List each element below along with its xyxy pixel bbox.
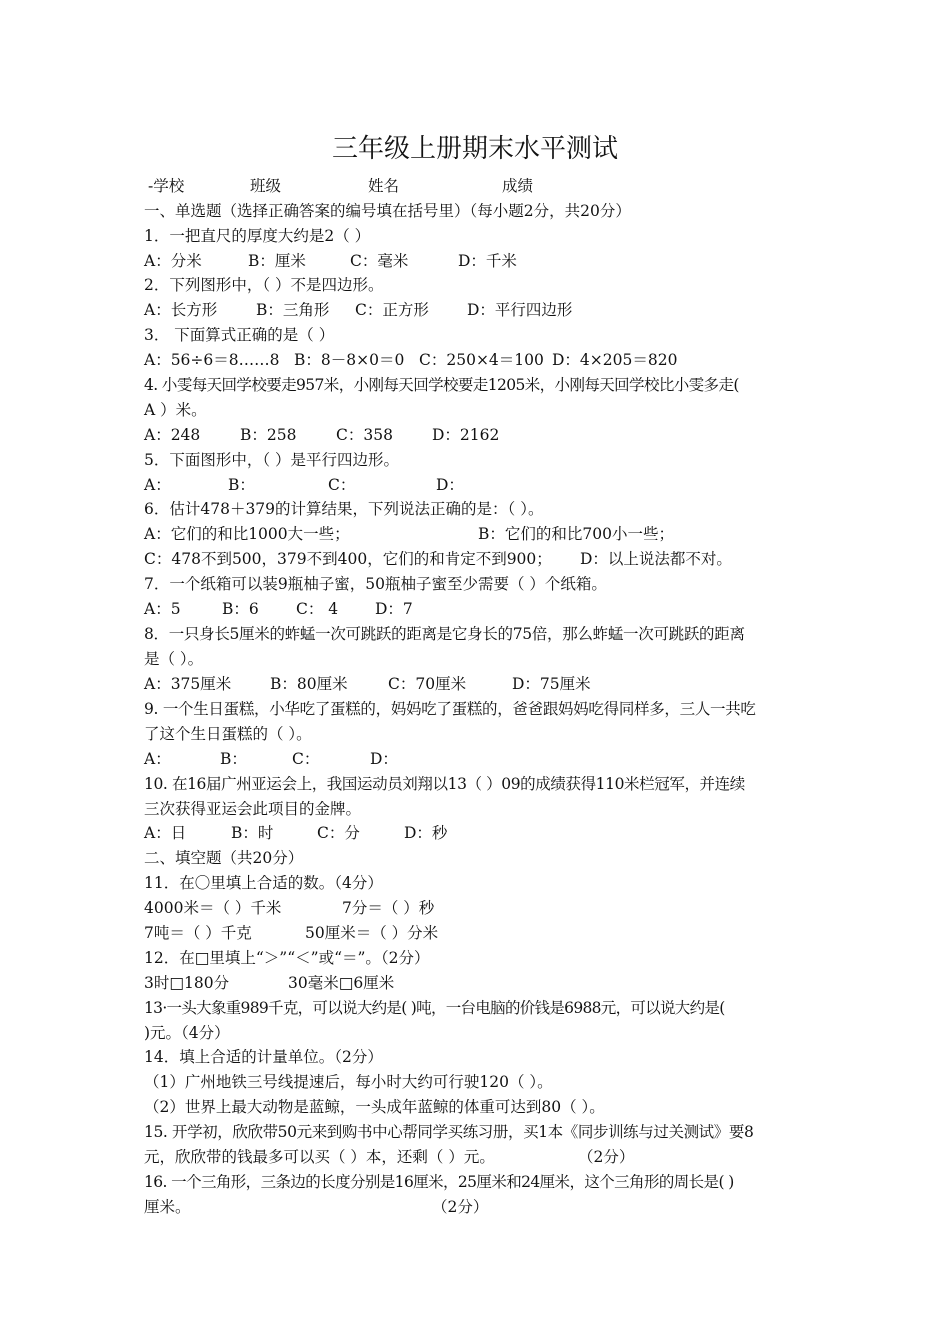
blank-item: 50厘米＝（ ）分米 xyxy=(305,924,439,942)
option-a: A：分米 xyxy=(144,252,202,270)
score-label: 成绩 xyxy=(502,177,534,195)
compare-item: 3时□180分 xyxy=(144,974,230,992)
option-b: B：258 xyxy=(240,426,297,444)
option-c: C：250×4＝100 xyxy=(419,351,544,369)
question-11-row-1 xyxy=(144,897,824,919)
blank-item: 4000米＝（ ）千米 xyxy=(144,899,282,917)
question-14-part-2: （2）世界上最大动物是蓝鲸，一头成年蓝鲸的体重可达到80（ ）。 xyxy=(144,1098,605,1116)
question-16-points: （2分） xyxy=(432,1198,489,1216)
question-15-stem-cont xyxy=(144,1146,824,1168)
option-d: D： xyxy=(370,750,398,768)
question-10-options xyxy=(144,822,824,844)
question-9-stem-cont: 了这个生日蛋糕的（ ）。 xyxy=(144,725,312,743)
option-c: C：毫米 xyxy=(350,252,409,270)
question-11-row-2 xyxy=(144,922,824,944)
option-d: D： xyxy=(436,476,464,494)
option-a: A： xyxy=(144,476,171,494)
question-14-part-1: （1）广州地铁三号线提速后，每小时大约可行驶120（ ）。 xyxy=(144,1073,553,1091)
school-label: -学校 xyxy=(148,177,185,195)
question-16-stem-cont xyxy=(144,1196,824,1218)
class-label: 班级 xyxy=(250,177,282,195)
option-b: B：它们的和比700小一些； xyxy=(478,525,674,543)
question-15-points: （2分） xyxy=(578,1148,635,1166)
option-b: B： xyxy=(228,476,255,494)
option-a: A：长方形 xyxy=(144,301,218,319)
question-6-stem: 6．估计478＋379的计算结果，下列说法正确的是：（ ）。 xyxy=(144,500,544,518)
question-13-stem-cont: )元。（4分） xyxy=(144,1024,230,1042)
question-4-stem: 4. 小雯每天回学校要走957米，小刚每天回学校要走1205米，小刚每天回学校比小雯多走( xyxy=(144,376,739,394)
question-10-stem: 10. 在16届广州亚运会上，我国运动员刘翔以13（ ）09的成绩获得110米栏冠军，并连续 xyxy=(144,775,745,793)
option-c: C： xyxy=(328,476,356,494)
question-2-options xyxy=(144,299,824,321)
option-b: B：6 xyxy=(222,600,259,618)
section-1-heading: 一、单选题（选择正确答案的编号填在括号里）（每小题2分，共20分） xyxy=(144,202,631,220)
question-1-stem: 1．一把直尺的厚度大约是2（ ） xyxy=(144,227,371,245)
question-8-stem-cont: 是（ ）。 xyxy=(144,650,204,668)
option-a: A：日 xyxy=(144,824,187,842)
option-c: C： 4 xyxy=(296,600,339,618)
page-title: 三年级上册期末水平测试 xyxy=(331,134,618,164)
option-a: A：375厘米 xyxy=(144,675,232,693)
question-16-stem: 16. 一个三角形，三条边的长度分别是16厘米，25厘米和24厘米，这个三角形的周长是( ) xyxy=(144,1173,734,1191)
option-d: D：秒 xyxy=(404,824,448,842)
question-1-options xyxy=(144,250,824,272)
question-6-options-row-1 xyxy=(144,523,824,545)
question-14-stem: 14．填上合适的计量单位。（2分） xyxy=(144,1048,383,1066)
question-12-stem: 12．在□里填上“＞”“＜”或“＝”。（2分） xyxy=(144,949,430,967)
option-a: A：56÷6＝8……8 xyxy=(144,351,280,369)
option-c: C： xyxy=(292,750,320,768)
question-3-stem: 3． 下面算式正确的是（ ） xyxy=(144,326,335,344)
option-a: A：5 xyxy=(144,600,181,618)
option-a: A： xyxy=(144,750,171,768)
option-d: D：以上说法都不对。 xyxy=(580,550,732,568)
option-d: D：平行四边形 xyxy=(467,301,573,319)
option-c: C：478不到500，379不到400，它们的和肯定不到900； xyxy=(144,550,552,568)
option-b: B：三角形 xyxy=(256,301,330,319)
option-b: B：80厘米 xyxy=(270,675,348,693)
question-15-text: 元，欣欣带的钱最多可以买（ ）本，还剩（ ）元。 xyxy=(144,1148,495,1166)
question-7-options xyxy=(144,598,824,620)
question-4-stem-cont: A ）米。 xyxy=(144,401,207,419)
option-d: D：2162 xyxy=(432,426,500,444)
question-15-stem: 15. 开学初，欣欣带50元来到购书中心帮同学买练习册，买1本《同步训练与过关测试》要8 xyxy=(144,1123,754,1141)
question-13-stem: 13·一头大象重989千克，可以说大约是( )吨，一台电脑的价钱是6988元，可以说大约是( xyxy=(144,999,725,1017)
student-info-row xyxy=(148,175,828,197)
question-7-stem: 7．一个纸箱可以装9瓶柚子蜜，50瓶柚子蜜至少需要（ ）个纸箱。 xyxy=(144,575,607,593)
question-16-text: 厘米。 xyxy=(144,1198,191,1216)
option-c: C：70厘米 xyxy=(388,675,467,693)
option-b: B：厘米 xyxy=(248,252,306,270)
question-8-stem: 8．一只身长5厘米的蚱蜢一次可跳跃的距离是它身长的75倍，那么蚱蜢一次可跳跃的距离 xyxy=(144,625,745,643)
question-4-options xyxy=(144,424,824,446)
option-a: A：248 xyxy=(144,426,201,444)
option-d: D：千米 xyxy=(458,252,517,270)
question-8-options xyxy=(144,673,824,695)
option-c: C：358 xyxy=(336,426,393,444)
option-d: D：7 xyxy=(375,600,413,618)
option-b: B：时 xyxy=(231,824,274,842)
option-a: A：它们的和比1000大一些； xyxy=(144,525,350,543)
name-label: 姓名 xyxy=(368,177,400,195)
question-5-stem: 5．下面图形中，（ ）是平行四边形。 xyxy=(144,451,400,469)
option-b: B： xyxy=(220,750,247,768)
question-9-options xyxy=(144,748,824,770)
question-11-stem: 11．在〇里填上合适的数。（4分） xyxy=(144,874,383,892)
option-d: D：75厘米 xyxy=(512,675,591,693)
option-d: D：4×205＝820 xyxy=(552,351,678,369)
option-c: C：分 xyxy=(317,824,360,842)
question-5-options xyxy=(144,474,824,496)
compare-item: 30毫米□6厘米 xyxy=(288,974,395,992)
section-2-heading: 二、填空题（共20分） xyxy=(144,849,304,867)
question-12-row xyxy=(144,972,824,994)
question-2-stem: 2．下列图形中，（ ）不是四边形。 xyxy=(144,276,384,294)
option-b: B：8－8×0＝0 xyxy=(294,351,405,369)
blank-item: 7分＝（ ）秒 xyxy=(342,899,435,917)
question-6-options-row-2 xyxy=(144,548,824,570)
question-3-options xyxy=(144,349,824,371)
option-c: C：正方形 xyxy=(355,301,429,319)
blank-item: 7吨＝（ ）千克 xyxy=(144,924,252,942)
question-10-stem-cont: 三次获得亚运会此项目的金牌。 xyxy=(144,800,362,818)
question-9-stem: 9. 一个生日蛋糕，小华吃了蛋糕的，妈妈吃了蛋糕的，爸爸跟妈妈吃得同样多，三人一共吃 xyxy=(144,700,756,718)
